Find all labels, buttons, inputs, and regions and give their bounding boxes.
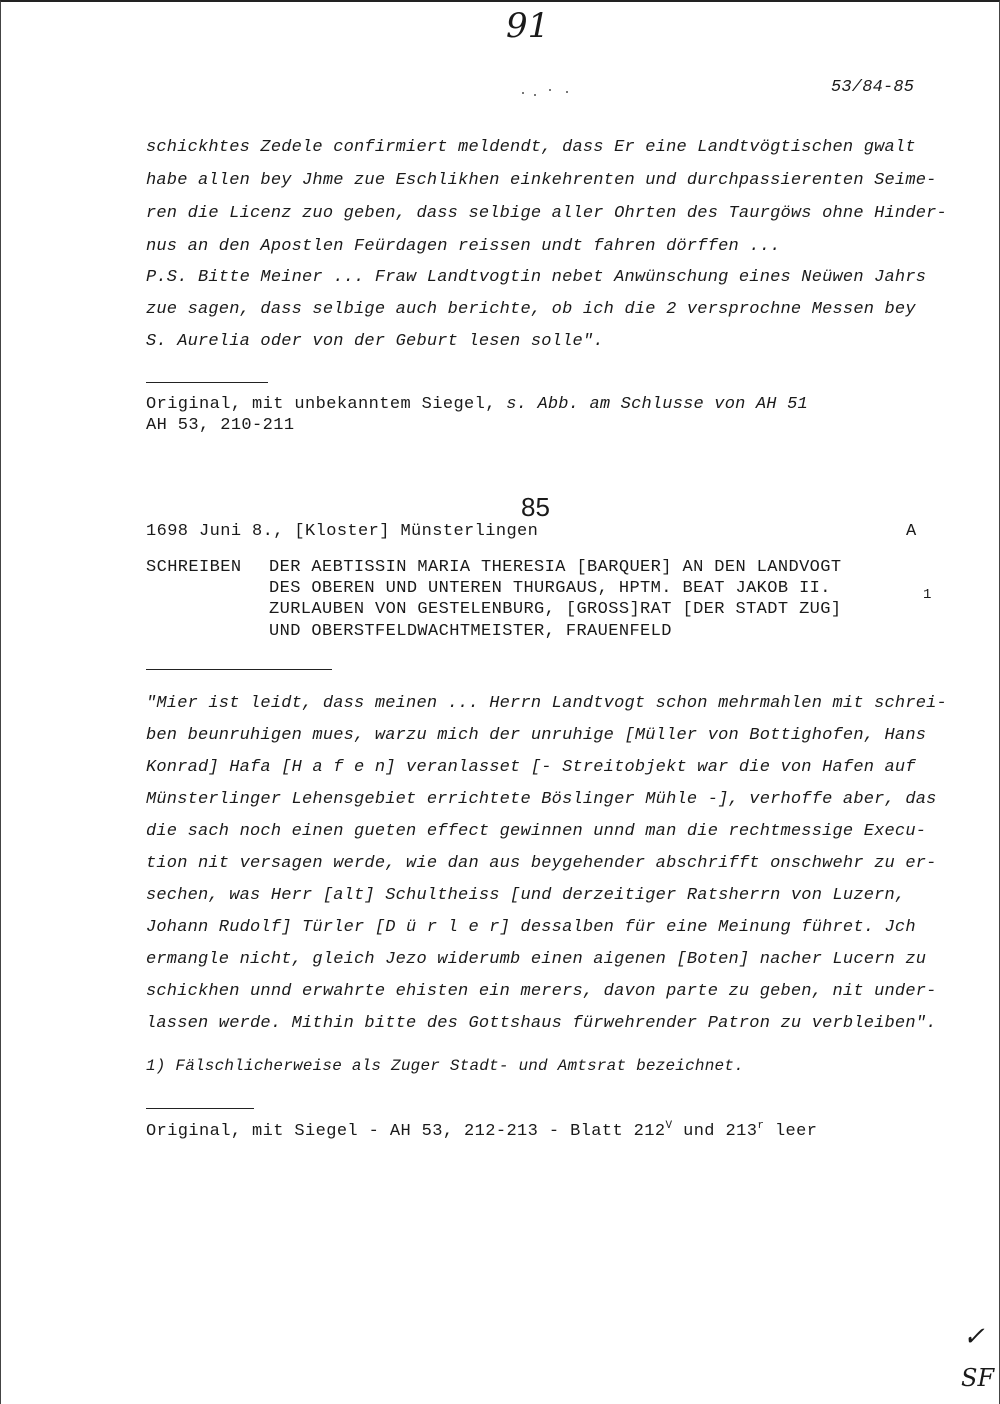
source-italic: s. Abb. am Schlusse von AH 51 [495, 395, 808, 414]
scan-speck [534, 94, 536, 96]
handwritten-page-number: 91 [506, 6, 550, 46]
prev-entry-line: P.S. Bitte Meiner ... Fraw Landtvogtin nebet Anwünschung eines Neüwen Jahrs [146, 268, 927, 287]
body-line: ermangle nicht, gleich Jezo widerumb einen aigenen [Boten] nacher Lucern zu [146, 950, 927, 969]
prev-entry-source [146, 395, 808, 414]
prev-entry-line: nus an den Apostlen Feürdagen reissen undt fahren dörffen ... [146, 237, 781, 256]
folio-verso-sup: V [665, 1120, 673, 1132]
body-line: lassen werde. Mithin bitte des Gottshaus fürwehrender Patron zu verbleiben". [146, 1014, 937, 1033]
separator-rule [146, 1108, 254, 1109]
entry-title-line: ZURLAUBEN VON GESTELENBURG, [GROSS]RAT [DER STADT ZUG] [269, 600, 842, 619]
document-reference: 53/84-85 [831, 78, 915, 97]
folio-recto-sup: r [757, 1120, 765, 1132]
source-prefix: Original, mit unbekanntem Siegel, [146, 395, 496, 414]
body-line: schickhen unnd erwahrte ehisten ein merers, davon parte zu geben, nit under- [146, 982, 937, 1001]
footnote-ref: 1 [923, 587, 932, 603]
body-line: Münsterlinger Lehensgebiet errichtete Böslinger Mühle -], verhoffe aber, das [146, 790, 937, 809]
prev-entry-line: habe allen bey Jhme zue Eschlikhen einkehrenten und durchpassierenten Seime- [146, 171, 937, 190]
separator-rule [146, 669, 332, 670]
body-line: tion nit versagen werde, wie dan aus beygehender abschrifft onschwehr zu er- [146, 854, 937, 873]
source-part-a: Original, mit Siegel - AH 53, 212-213 - Blatt 212 [146, 1122, 666, 1141]
body-line: Konrad] Hafa [H a f e n] veranlasset [- Streitobjekt war die von Hafen auf [146, 758, 916, 777]
scan-speck [549, 89, 551, 91]
prev-entry-source-line2: AH 53, 210-211 [146, 416, 295, 435]
entry-title-line: DER AEBTISSIN MARIA THERESIA [BARQUER] AN DEN LANDVOGT [269, 558, 842, 577]
footnote: 1) Fälschlicherweise als Zuger Stadt- und Amtsrat bezeichnet. [146, 1057, 744, 1075]
body-line: ben beunruhigen mues, warzu mich der unruhige [Müller von Bottighofen, Hans [146, 726, 927, 745]
entry-type-marker: A [906, 522, 917, 541]
body-line: die sach noch einen gueten effect gewinnen unnd man die rechtmessige Execu- [146, 822, 927, 841]
entry-source [146, 1122, 817, 1141]
entry-date-place: 1698 Juni 8., [Kloster] Münsterlingen [146, 522, 539, 541]
body-line: Johann Rudolf] Türler [D ü r l e r] dessalben für eine Meinung führet. Jch [146, 918, 916, 937]
prev-entry-line: schickhtes Zedele confirmiert meldendt, dass Er eine Landtvögtischen gwalt [146, 138, 916, 157]
body-line: sechen, was Herr [alt] Schultheiss [und derzeitiger Ratsherrn von Luzern, [146, 886, 906, 905]
handwritten-initials: SF [961, 1364, 995, 1392]
body-line: "Mier ist leidt, dass meinen ... Herrn Landtvogt schon mehrmahlen mit schrei- [146, 694, 947, 713]
handwritten-check-mark: ✓ [963, 1322, 985, 1352]
prev-entry-line: ren die Licenz zuo geben, dass selbige aller Ohrten des Taurgöws ohne Hinder- [146, 204, 947, 223]
scan-speck [522, 92, 524, 94]
entry-title-line: UND OBERSTFELDWACHTMEISTER, FRAUENFELD [269, 622, 672, 641]
separator-rule [146, 382, 268, 383]
source-part-b: und 213 [672, 1122, 758, 1141]
scan-speck [566, 91, 568, 93]
prev-entry-line: S. Aurelia oder von der Geburt lesen solle". [146, 332, 604, 351]
entry-title-lead: SCHREIBEN [146, 558, 242, 577]
entry-number: 85 [521, 492, 550, 522]
entry-title-line: DES OBEREN UND UNTEREN THURGAUS, HPTM. BEAT JAKOB II. [269, 579, 831, 598]
source-part-c: leer [764, 1122, 818, 1141]
prev-entry-line: zue sagen, dass selbige auch berichte, ob ich die 2 versprochne Messen bey [146, 300, 916, 319]
